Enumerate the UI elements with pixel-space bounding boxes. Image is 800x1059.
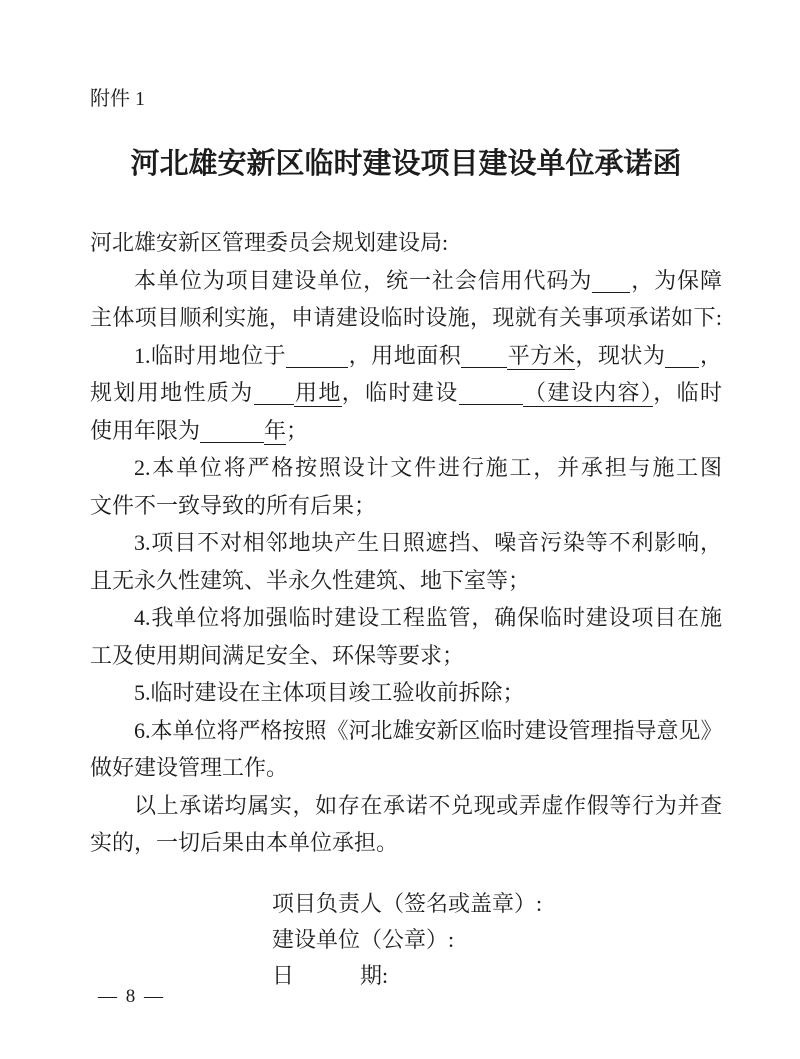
signature-construction-unit: 建设单位（公章）: [272, 926, 455, 952]
para-item3-line-1: 3.项目不对相邻地块产生日照遮挡、噪音污染等不利影响， [134, 530, 722, 555]
item1-text-2: ，用地面积 [348, 342, 462, 368]
blank-current-status [665, 343, 699, 368]
item1-text-9: ； [286, 417, 309, 443]
para-item1-line-2 [90, 374, 722, 412]
item1-text-5: 规划用地性质为 [90, 380, 254, 405]
blank-location [286, 343, 348, 368]
para-intro-line-1 [90, 262, 722, 300]
item1-text-8: 使用年限为 [90, 417, 201, 443]
intro-text-post: ，为保障 [630, 267, 722, 293]
underlined-text-square-meters: 平方米 [507, 342, 576, 368]
para-item4-line-1: 4.我单位将加强临时建设工程监管，确保临时建设项目在施 [134, 605, 722, 630]
blank-land-use-type [254, 380, 294, 405]
blank-years [200, 418, 264, 443]
para-item6-line-2: 做好建设管理工作。 [90, 755, 289, 780]
signature-block [90, 886, 722, 994]
page-number: — 8 — [98, 986, 165, 1007]
page-title: 河北雄安新区临时建设项目建设单位承诺函 [130, 148, 682, 180]
underlined-text-land-use: 用地 [293, 380, 342, 405]
underlined-text-construction-content: （建设内容） [522, 380, 654, 405]
para-item4-line-2: 工及使用期间满足安全、环保等要求； [90, 642, 465, 668]
blank-credit-code [592, 268, 630, 293]
attachment-label: 附件 1 [90, 88, 145, 110]
letter-body [90, 224, 722, 862]
item1-text-3: ，现状为 [575, 342, 666, 368]
para-item2-line-2: 文件不一致导致的所有后果； [90, 492, 377, 518]
item1-text-1: 1.临时用地位于 [134, 342, 287, 368]
para-item1-line-3 [90, 412, 722, 450]
salutation: 河北雄安新区管理委员会规划建设局: [90, 230, 449, 255]
underlined-text-year: 年 [264, 417, 287, 443]
blank-area [461, 343, 507, 368]
blank-construction [459, 380, 523, 405]
item1-text-6: ，临时建设 [341, 380, 459, 405]
para-item3-line-2: 且无永久性建筑、半永久性建筑、地下室等； [90, 567, 531, 593]
para-closing-line-1: 以上承诺均属实，如存在承诺不兑现或弄虚作假等行为并查 [134, 792, 722, 818]
signature-project-leader: 项目负责人（签名或盖章）: [272, 890, 543, 916]
item1-text-4: ， [699, 342, 722, 368]
para-item6-line-1: 6.本单位将严格按照《河北雄安新区临时建设管理指导意见》 [134, 717, 723, 743]
para-closing-line-2: 实的，一切后果由本单位承担。 [90, 830, 399, 855]
para-item2-line-1: 2.本单位将严格按照设计文件进行施工，并承担与施工图 [134, 455, 722, 480]
para-intro-line-2: 主体项目顺利实施，申请建设临时设施，现就有关事项承诺如下: [90, 305, 722, 330]
para-item5: 5.临时建设在主体项目竣工验收前拆除； [134, 680, 525, 705]
signature-date: 日 期: [272, 962, 389, 988]
para-item1-line-1 [90, 337, 722, 375]
item1-text-7: ，临时 [653, 380, 722, 405]
intro-text-pre: 本单位为项目建设单位，统一社会信用代码为 [134, 267, 593, 293]
